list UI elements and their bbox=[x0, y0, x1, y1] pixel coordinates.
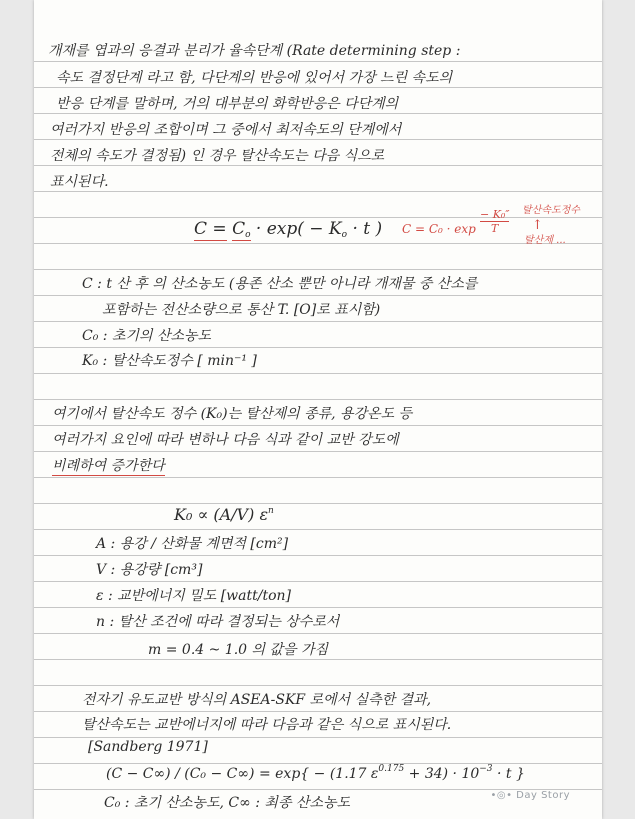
definition-n: n : 탈산 조건에 따라 결정되는 상수로서 bbox=[96, 614, 340, 630]
red-note-fraction: − K₀″ T bbox=[480, 208, 510, 235]
paragraph3-line-2: 탈산속도는 교반에너지에 따라 다음과 같은 식으로 표시된다. bbox=[82, 717, 452, 733]
equation-1: $C = C_o \cdot \exp( - K_o \cdot t$ ) bbox=[194, 219, 383, 240]
red-note-label-2: 탈산제 ... bbox=[524, 235, 566, 246]
final-definitions: C₀ : 초기 산소농도, C∞ : 최종 산소농도 bbox=[104, 795, 351, 811]
red-note-equation: C = C₀ · exp bbox=[402, 222, 476, 236]
ruled-line bbox=[34, 347, 602, 348]
paragraph2-line-1: 여기에서 탈산속도 정수 (K₀)는 탈산제의 종류, 용강온도 등 bbox=[52, 406, 413, 422]
ruled-line bbox=[34, 217, 602, 218]
ruled-line bbox=[34, 659, 602, 660]
notebook-page bbox=[34, 0, 602, 819]
paragraph1-line-6: 표시된다. bbox=[50, 174, 109, 190]
paragraph1-line-5: 전체의 속도가 결정됨) 인 경우 탈산속도는 다음 식으로 bbox=[50, 148, 385, 164]
paragraph3-line-1: 전자기 유도교반 방식의 ASEA-SKF 로에서 실측한 결과, bbox=[82, 692, 432, 708]
paragraph2-line-3: 비례하여 증가한다 bbox=[52, 458, 165, 474]
definition-v: V : 용강량 [cm³] bbox=[96, 562, 203, 578]
ruled-line bbox=[34, 685, 602, 686]
ruled-line bbox=[34, 477, 602, 478]
ruled-line bbox=[34, 555, 602, 556]
ruled-line bbox=[34, 399, 602, 400]
ruled-line bbox=[34, 295, 602, 296]
equation-2: K₀ ∝ (A/V) $\varepsilon^n$ bbox=[174, 505, 274, 524]
paragraph1-line-1: 개재를 엽과의 응결과 분리가 율속단계 (Rate determining step : bbox=[48, 43, 461, 59]
ruled-line bbox=[34, 529, 602, 530]
ruled-line bbox=[34, 87, 602, 88]
red-arrow: ↑ bbox=[532, 218, 543, 233]
paragraph1-line-3: 반응 단계를 말하며, 거의 대부분의 화학반응은 다단계의 bbox=[56, 96, 399, 112]
definition-a: A : 용강 / 산화물 계면적 [cm²] bbox=[96, 536, 289, 552]
ruled-line bbox=[34, 711, 602, 712]
ruled-line bbox=[34, 425, 602, 426]
paragraph1-line-2: 속도 결정단계 라고 함, 다단계의 반응에 있어서 가장 느린 속도의 bbox=[56, 70, 453, 86]
definition-c-cont: 포함하는 전산소량으로 통산 T. [O]로 표시함) bbox=[102, 302, 381, 318]
ruled-line bbox=[34, 113, 602, 114]
ruled-line bbox=[34, 191, 602, 192]
paragraph1-line-4: 여러가지 반응의 조합이며 그 중에서 최저속도의 단계에서 bbox=[50, 122, 402, 138]
watermark: •◎• Day Story bbox=[490, 790, 570, 801]
ruled-line bbox=[34, 373, 602, 374]
ruled-line bbox=[34, 321, 602, 322]
ruled-line bbox=[34, 165, 602, 166]
definition-n-range: m = 0.4 ~ 1.0 의 값을 가짐 bbox=[148, 642, 329, 658]
ruled-line bbox=[34, 139, 602, 140]
citation: [Sandberg 1971] bbox=[88, 739, 208, 755]
ruled-line bbox=[34, 737, 602, 738]
ruled-line bbox=[34, 451, 602, 452]
ruled-line bbox=[34, 243, 602, 244]
paragraph2-line-2: 여러가지 요인에 따라 변하나 다음 식과 같이 교반 강도에 bbox=[52, 432, 399, 448]
definition-c: C : t 산 후 의 산소농도 (용존 산소 뿐만 아니라 개재물 중 산소를 bbox=[82, 276, 478, 292]
red-note-label-1: 탈산속도정수 bbox=[522, 205, 580, 216]
ruled-line bbox=[34, 61, 602, 62]
definition-c0: C₀ : 초기의 산소농도 bbox=[82, 328, 212, 344]
ruled-line bbox=[34, 633, 602, 634]
definition-k0: K₀ : 탈산속도정수 [ min⁻¹ ] bbox=[82, 353, 257, 369]
ruled-line bbox=[34, 269, 602, 270]
ruled-line bbox=[34, 503, 602, 504]
equation-3: (C − C∞) / (C₀ − C∞) = exp{ − (1.17 $\varepsilon^{0.175} + 34) \cdot 10^{-3} \cdot t$ } bbox=[106, 764, 525, 782]
definition-epsilon: ε : 교반에너지 밀도 [watt/ton] bbox=[96, 588, 291, 604]
ruled-line bbox=[34, 607, 602, 608]
ruled-line bbox=[34, 581, 602, 582]
